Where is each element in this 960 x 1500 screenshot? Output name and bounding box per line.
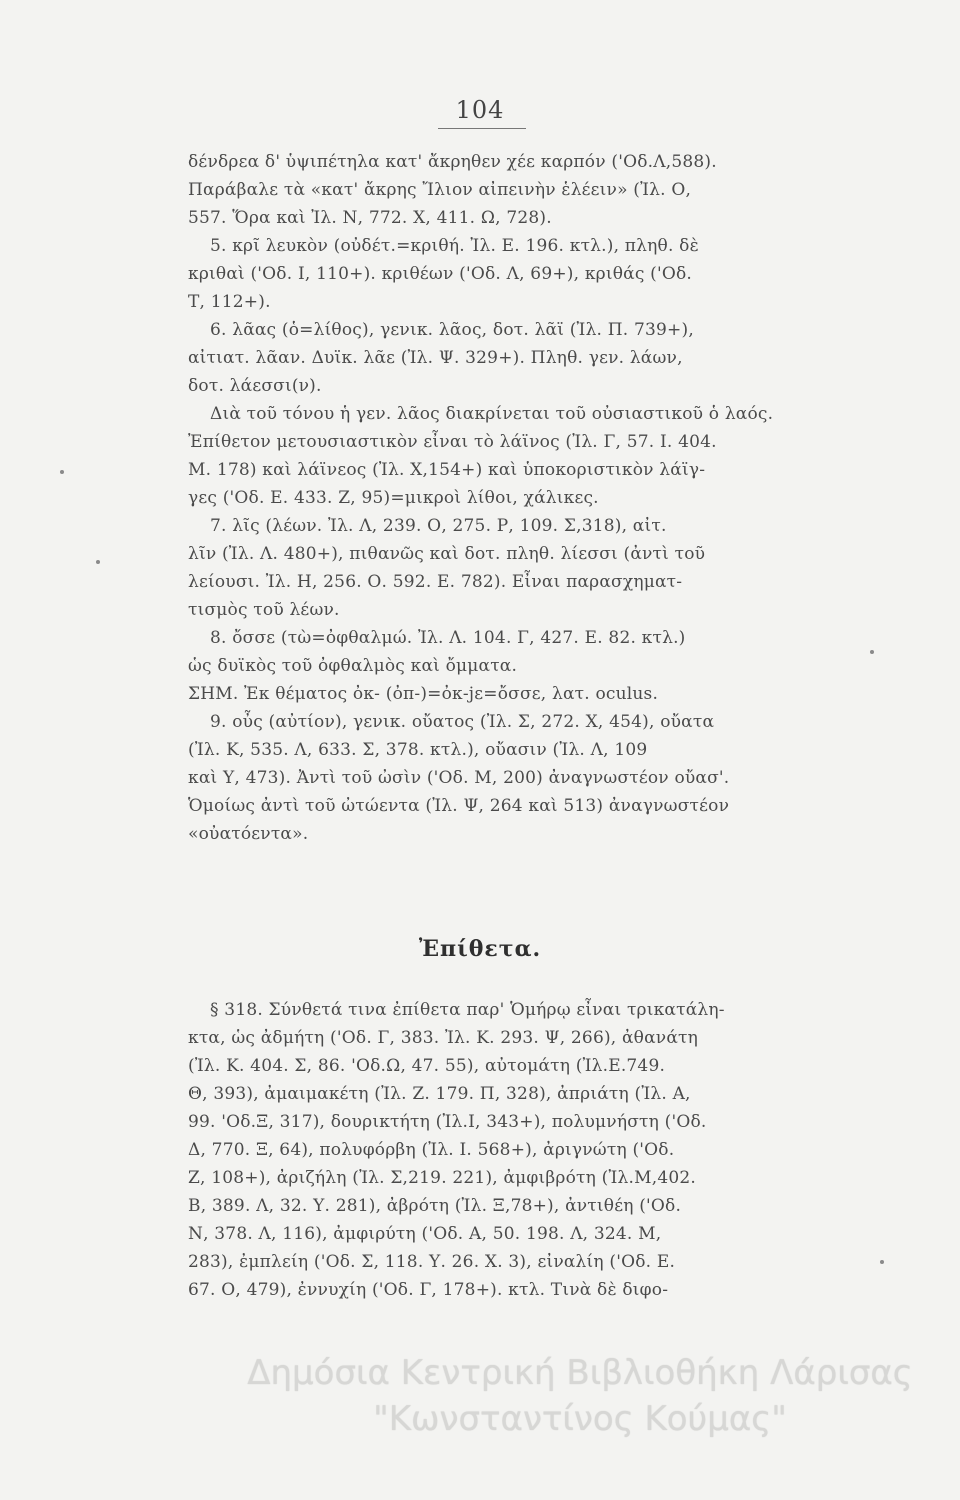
header-rule: [438, 128, 526, 129]
text-line: 6. λᾶας (ὁ=λίθος), γενικ. λᾶος, δοτ. λᾶϊ (Ἰλ. Π. 739+),: [210, 320, 694, 340]
text-line: δοτ. λάεσσι(ν).: [188, 376, 322, 396]
text-line: «οὐατόεντα».: [188, 824, 309, 844]
text-line: καὶ Υ, 473). Ἀντὶ τοῦ ὠσὶν ('Οδ. Μ, 200) ἀναγνωστέον οὔασ'.: [188, 768, 730, 788]
text-line: Ν, 378. Λ, 116), ἀμφιρύτη ('Οδ. Α, 50. 198. Λ, 324. Μ,: [188, 1224, 662, 1244]
text-line: Μ. 178) καὶ λάϊνεος (Ἰλ. Χ,154+) καὶ ὑποκοριστικὸν λάϊγ-: [188, 460, 706, 480]
text-line: τισμὸς τοῦ λέων.: [188, 600, 340, 620]
watermark-line-1: Δημόσια Κεντρική Βιβλιοθήκη Λάρισας: [247, 1353, 913, 1393]
text-line: 99. 'Οδ.Ξ, 317), δουρικτήτη (Ἰλ.Ι, 343+), πολυμνήστη ('Οδ.: [188, 1112, 707, 1132]
text-line: Ζ, 108+), ἀριζήλη (Ἰλ. Σ,219. 221), ἀμφιβρότη (Ἰλ.Μ,402.: [188, 1168, 696, 1188]
page-number: 104: [455, 96, 505, 124]
text-line: Παράβαλε τὰ «κατ' ἄκρης Ἴλιον αἰπεινὴν ἑλέειν» (Ἰλ. Ο,: [188, 180, 692, 200]
speck-mark: [60, 470, 64, 474]
text-line: γες ('Οδ. Ε. 433. Ζ, 95)=μικροὶ λίθοι, χάλικες.: [188, 488, 599, 508]
text-line: λῖν (Ἰλ. Λ. 480+), πιθανῶς καὶ δοτ. πληθ. λίεσσι (ἀντὶ τοῦ: [188, 544, 706, 564]
text-line: 557. Ὅρα καὶ Ἰλ. Ν, 772. Χ, 411. Ω, 728).: [188, 208, 552, 228]
text-line: 8. ὄσσε (τὼ=ὀφθαλμώ. Ἰλ. Λ. 104. Γ, 427. Ε. 82. κτλ.): [210, 628, 686, 648]
watermark-line-2: "Κωνσταντίνος Κούμας": [373, 1399, 787, 1439]
text-line: αἰτιατ. λᾶαν. Δυϊκ. λᾶε (Ἰλ. Ψ. 329+). Πληθ. γεν. λάων,: [188, 348, 683, 368]
text-line: Ἐπίθετον μετουσιαστικὸν εἶναι τὸ λάϊνος (Ἰλ. Γ, 57. Ι. 404.: [188, 432, 717, 452]
text-line: λείουσι. Ἰλ. Η, 256. Ο. 592. Ε. 782). Εἶναι παρασχηματ-: [188, 572, 683, 592]
text-line: Τ, 112+).: [188, 292, 271, 312]
text-line: (Ἰλ. Κ. 404. Σ, 86. 'Οδ.Ω, 47. 55), αὐτομάτη (Ἰλ.Ε.749.: [188, 1056, 666, 1076]
text-line: 7. λῖς (λέων. Ἰλ. Λ, 239. Ο, 275. Ρ, 109. Σ,318), αἰτ.: [210, 516, 667, 536]
library-watermark: [200, 1350, 960, 1442]
text-line: 5. κρῖ λευκὸν (οὐδέτ.=κριθή. Ἰλ. Ε. 196. κτλ.), πληθ. δὲ: [210, 236, 699, 256]
text-line: ὡς δυϊκὸς τοῦ ὀφθαλμὸς καὶ ὄμματα.: [188, 656, 518, 676]
text-line: Β, 389. Λ, 32. Υ. 281), ἀβρότη (Ἰλ. Ξ,78+), ἀντιθέη ('Οδ.: [188, 1196, 682, 1216]
text-line: κριθαὶ ('Οδ. Ι, 110+). κριθέων ('Οδ. Λ, 69+), κριθάς ('Οδ.: [188, 264, 693, 284]
speck-mark: [870, 650, 874, 654]
text-line: 9. οὖς (αὐτίον), γενικ. οὔατος (Ἰλ. Σ, 272. Χ, 454), οὔατα: [210, 712, 715, 732]
text-block-2: [188, 996, 808, 1304]
text-line: Θ, 393), ἀμαιμακέτη (Ἰλ. Ζ. 179. Π, 328), ἀπριάτη (Ἰλ. Α,: [188, 1084, 691, 1104]
text-line: Δ, 770. Ξ, 64), πολυφόρβη (Ἰλ. Ι. 568+), ἀριγνώτη ('Οδ.: [188, 1140, 675, 1160]
speck-mark: [880, 1260, 884, 1264]
text-line: δένδρεα δ' ὑψιπέτηλα κατ' ἄκρηθεν χέε καρπόν ('Οδ.Λ,588).: [188, 152, 717, 172]
text-line: § 318. Σύνθετά τινα ἐπίθετα παρ' Ὁμήρῳ εἶναι τρικατάλη-: [210, 1000, 725, 1020]
speck-mark: [96, 560, 100, 564]
text-line: (Ἰλ. Κ, 535. Λ, 633. Σ, 378. κτλ.), οὔασιν (Ἰλ. Λ, 109: [188, 740, 648, 760]
text-block-1: [188, 148, 808, 848]
text-line: 67. Ο, 479), ἐννυχίη ('Οδ. Γ, 178+). κτλ. Τινὰ δὲ διφο-: [188, 1280, 669, 1300]
text-line: ΣΗΜ. Ἐκ θέματος ὀκ- (ὀπ-)=ὀκ-jε=ὄσσε, λατ. oculus.: [188, 684, 659, 704]
text-line: Διὰ τοῦ τόνου ἡ γεν. λᾶος διακρίνεται τοῦ οὐσιαστικοῦ ὁ λαός.: [210, 404, 774, 424]
text-line: Ὁμοίως ἀντὶ τοῦ ὠτώεντα (Ἰλ. Ψ, 264 καὶ 513) ἀναγνωστέον: [188, 796, 730, 816]
text-line: κτα, ὡς ἀδμήτη ('Οδ. Γ, 383. Ἰλ. Κ. 293. Ψ, 266), ἀθανάτη: [188, 1028, 698, 1048]
text-line: 283), ἐμπλείη ('Οδ. Σ, 118. Υ. 26. Χ. 3), εἰναλίη ('Οδ. Ε.: [188, 1252, 676, 1272]
section-heading: Ἐπίθετα.: [418, 936, 542, 962]
